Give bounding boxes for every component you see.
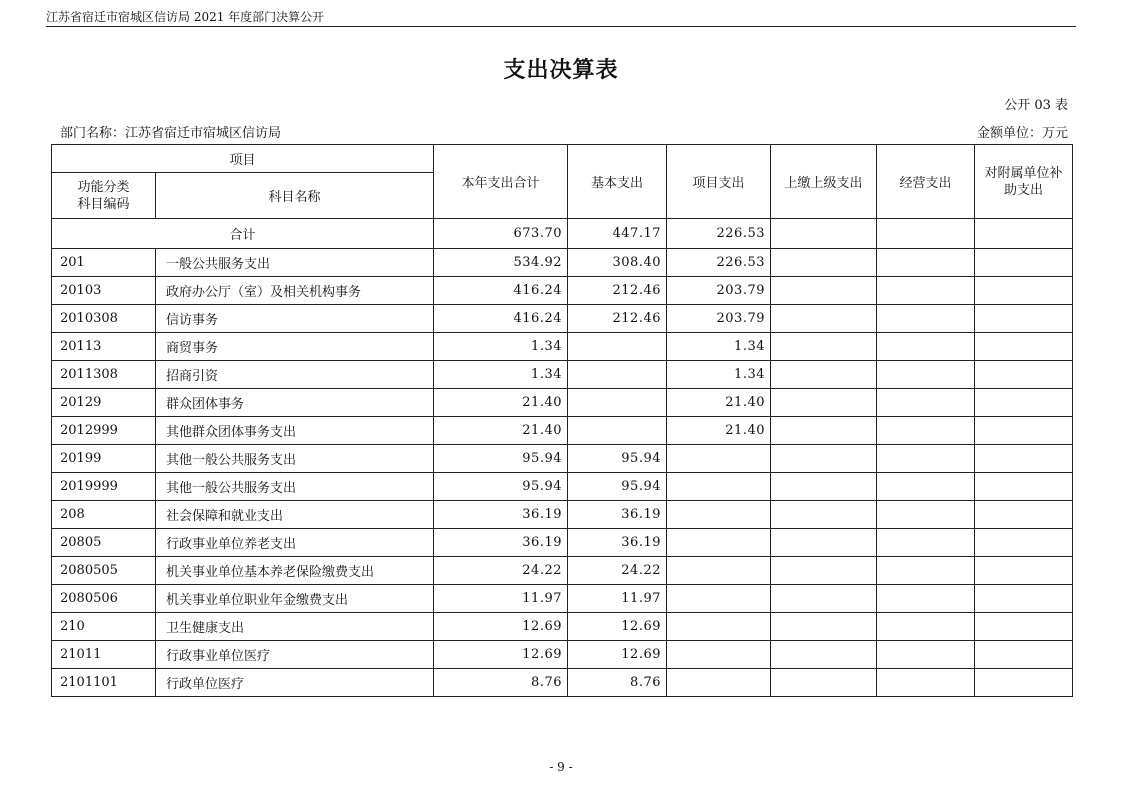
row-code: 2080505 bbox=[52, 557, 156, 585]
row-subsidy bbox=[975, 585, 1073, 613]
row-total: 534.92 bbox=[434, 249, 568, 277]
total-subsidy bbox=[975, 219, 1073, 249]
row-subsidy bbox=[975, 473, 1073, 501]
row-basic: 11.97 bbox=[568, 585, 667, 613]
row-code: 2012999 bbox=[52, 417, 156, 445]
row-code: 2010308 bbox=[52, 305, 156, 333]
row-total: 416.24 bbox=[434, 305, 568, 333]
row-name: 政府办公厅（室）及相关机构事务 bbox=[156, 277, 434, 305]
row-operating bbox=[877, 249, 975, 277]
row-upper bbox=[771, 249, 877, 277]
row-name: 机关事业单位职业年金缴费支出 bbox=[156, 585, 434, 613]
row-project bbox=[667, 585, 771, 613]
total-label: 合计 bbox=[52, 219, 434, 249]
row-basic: 95.94 bbox=[568, 473, 667, 501]
row-subsidy bbox=[975, 529, 1073, 557]
row-project: 21.40 bbox=[667, 389, 771, 417]
row-upper bbox=[771, 501, 877, 529]
row-basic: 12.69 bbox=[568, 613, 667, 641]
row-subsidy bbox=[975, 501, 1073, 529]
row-name: 卫生健康支出 bbox=[156, 613, 434, 641]
row-total: 416.24 bbox=[434, 277, 568, 305]
row-total: 1.34 bbox=[434, 361, 568, 389]
row-name: 招商引资 bbox=[156, 361, 434, 389]
row-project bbox=[667, 641, 771, 669]
table-row bbox=[52, 277, 1073, 305]
header-item: 项目 bbox=[52, 145, 434, 173]
row-subsidy bbox=[975, 361, 1073, 389]
row-operating bbox=[877, 641, 975, 669]
row-basic: 36.19 bbox=[568, 529, 667, 557]
row-operating bbox=[877, 529, 975, 557]
row-project bbox=[667, 529, 771, 557]
row-project: 203.79 bbox=[667, 305, 771, 333]
row-total: 11.97 bbox=[434, 585, 568, 613]
row-subsidy bbox=[975, 333, 1073, 361]
table-row bbox=[52, 473, 1073, 501]
header-basic: 基本支出 bbox=[568, 145, 667, 219]
row-code: 20129 bbox=[52, 389, 156, 417]
row-subsidy bbox=[975, 613, 1073, 641]
row-upper bbox=[771, 417, 877, 445]
row-project: 1.34 bbox=[667, 333, 771, 361]
row-total: 36.19 bbox=[434, 501, 568, 529]
row-basic: 24.22 bbox=[568, 557, 667, 585]
row-operating bbox=[877, 669, 975, 697]
row-basic: 12.69 bbox=[568, 641, 667, 669]
row-subsidy bbox=[975, 249, 1073, 277]
row-subsidy bbox=[975, 417, 1073, 445]
table-number: 公开 03 表 bbox=[1004, 98, 1068, 113]
row-name: 商贸事务 bbox=[156, 333, 434, 361]
row-operating bbox=[877, 473, 975, 501]
table-row bbox=[52, 361, 1073, 389]
row-operating bbox=[877, 333, 975, 361]
row-project bbox=[667, 501, 771, 529]
row-code: 21011 bbox=[52, 641, 156, 669]
row-name: 群众团体事务 bbox=[156, 389, 434, 417]
row-operating bbox=[877, 585, 975, 613]
row-total: 95.94 bbox=[434, 445, 568, 473]
row-total: 12.69 bbox=[434, 613, 568, 641]
row-code: 20103 bbox=[52, 277, 156, 305]
row-upper bbox=[771, 613, 877, 641]
row-name: 其他群众团体事务支出 bbox=[156, 417, 434, 445]
row-total: 12.69 bbox=[434, 641, 568, 669]
row-basic bbox=[568, 389, 667, 417]
row-subsidy bbox=[975, 557, 1073, 585]
header-func-code: 功能分类 科目编码 bbox=[52, 173, 156, 219]
header-subject-name: 科目名称 bbox=[156, 173, 434, 219]
row-code: 2080506 bbox=[52, 585, 156, 613]
row-total: 95.94 bbox=[434, 473, 568, 501]
row-project: 21.40 bbox=[667, 417, 771, 445]
row-upper bbox=[771, 305, 877, 333]
row-basic: 36.19 bbox=[568, 501, 667, 529]
table-row bbox=[52, 333, 1073, 361]
header-operating: 经营支出 bbox=[877, 145, 975, 219]
row-subsidy bbox=[975, 277, 1073, 305]
row-total: 24.22 bbox=[434, 557, 568, 585]
row-operating bbox=[877, 417, 975, 445]
row-code: 201 bbox=[52, 249, 156, 277]
row-operating bbox=[877, 557, 975, 585]
row-basic: 308.40 bbox=[568, 249, 667, 277]
row-project bbox=[667, 613, 771, 641]
total-sum: 673.70 bbox=[434, 219, 568, 249]
header-subsidy: 对附属单位补 助支出 bbox=[975, 145, 1073, 219]
row-subsidy bbox=[975, 389, 1073, 417]
row-operating bbox=[877, 613, 975, 641]
row-basic: 212.46 bbox=[568, 277, 667, 305]
row-name: 行政单位医疗 bbox=[156, 669, 434, 697]
row-total: 36.19 bbox=[434, 529, 568, 557]
row-total: 21.40 bbox=[434, 417, 568, 445]
row-operating bbox=[877, 361, 975, 389]
page-number: - 9 - bbox=[549, 760, 573, 774]
row-name: 信访事务 bbox=[156, 305, 434, 333]
row-upper bbox=[771, 669, 877, 697]
row-basic: 8.76 bbox=[568, 669, 667, 697]
header-divider bbox=[46, 26, 1076, 27]
row-subsidy bbox=[975, 305, 1073, 333]
row-project bbox=[667, 557, 771, 585]
row-upper bbox=[771, 361, 877, 389]
row-upper bbox=[771, 529, 877, 557]
row-project bbox=[667, 445, 771, 473]
row-upper bbox=[771, 641, 877, 669]
row-code: 20199 bbox=[52, 445, 156, 473]
header-project: 项目支出 bbox=[667, 145, 771, 219]
row-name: 行政事业单位医疗 bbox=[156, 641, 434, 669]
row-code: 210 bbox=[52, 613, 156, 641]
row-name: 机关事业单位基本养老保险缴费支出 bbox=[156, 557, 434, 585]
row-name: 其他一般公共服务支出 bbox=[156, 445, 434, 473]
table-row bbox=[52, 305, 1073, 333]
amount-unit: 金额单位：万元 bbox=[976, 126, 1068, 141]
row-name: 一般公共服务支出 bbox=[156, 249, 434, 277]
row-upper bbox=[771, 333, 877, 361]
row-code: 20805 bbox=[52, 529, 156, 557]
row-upper bbox=[771, 389, 877, 417]
row-basic bbox=[568, 333, 667, 361]
row-upper bbox=[771, 473, 877, 501]
total-operating bbox=[877, 219, 975, 249]
table-row bbox=[52, 445, 1073, 473]
row-total: 21.40 bbox=[434, 389, 568, 417]
row-project bbox=[667, 473, 771, 501]
table-row bbox=[52, 613, 1073, 641]
row-code: 2101101 bbox=[52, 669, 156, 697]
row-basic bbox=[568, 361, 667, 389]
row-basic bbox=[568, 417, 667, 445]
table-row bbox=[52, 389, 1073, 417]
row-name: 社会保障和就业支出 bbox=[156, 501, 434, 529]
row-name: 其他一般公共服务支出 bbox=[156, 473, 434, 501]
row-upper bbox=[771, 557, 877, 585]
row-operating bbox=[877, 389, 975, 417]
row-total: 8.76 bbox=[434, 669, 568, 697]
row-operating bbox=[877, 501, 975, 529]
row-upper bbox=[771, 445, 877, 473]
total-basic: 447.17 bbox=[568, 219, 667, 249]
row-subsidy bbox=[975, 445, 1073, 473]
row-code: 2011308 bbox=[52, 361, 156, 389]
table-row bbox=[52, 669, 1073, 697]
department-name: 部门名称：江苏省宿迁市宿城区信访局 bbox=[60, 126, 282, 141]
document-header: 江苏省宿迁市宿城区信访局 2021 年度部门决算公开 bbox=[46, 10, 325, 24]
row-operating bbox=[877, 277, 975, 305]
table-row bbox=[52, 529, 1073, 557]
row-project: 226.53 bbox=[667, 249, 771, 277]
table-row bbox=[52, 417, 1073, 445]
row-project bbox=[667, 669, 771, 697]
page-title: 支出决算表 bbox=[503, 57, 619, 83]
row-project: 1.34 bbox=[667, 361, 771, 389]
table-row bbox=[52, 501, 1073, 529]
row-project: 203.79 bbox=[667, 277, 771, 305]
table-row bbox=[52, 557, 1073, 585]
row-code: 208 bbox=[52, 501, 156, 529]
expenditure-table bbox=[51, 144, 1073, 697]
row-subsidy bbox=[975, 669, 1073, 697]
row-basic: 95.94 bbox=[568, 445, 667, 473]
row-code: 2019999 bbox=[52, 473, 156, 501]
total-upper bbox=[771, 219, 877, 249]
row-subsidy bbox=[975, 641, 1073, 669]
row-basic: 212.46 bbox=[568, 305, 667, 333]
row-upper bbox=[771, 277, 877, 305]
total-project: 226.53 bbox=[667, 219, 771, 249]
table-row bbox=[52, 249, 1073, 277]
table-row bbox=[52, 585, 1073, 613]
row-name: 行政事业单位养老支出 bbox=[156, 529, 434, 557]
row-operating bbox=[877, 305, 975, 333]
row-code: 20113 bbox=[52, 333, 156, 361]
row-upper bbox=[771, 585, 877, 613]
header-upper: 上缴上级支出 bbox=[771, 145, 877, 219]
row-total: 1.34 bbox=[434, 333, 568, 361]
row-operating bbox=[877, 445, 975, 473]
table-row bbox=[52, 641, 1073, 669]
header-total: 本年支出合计 bbox=[434, 145, 568, 219]
